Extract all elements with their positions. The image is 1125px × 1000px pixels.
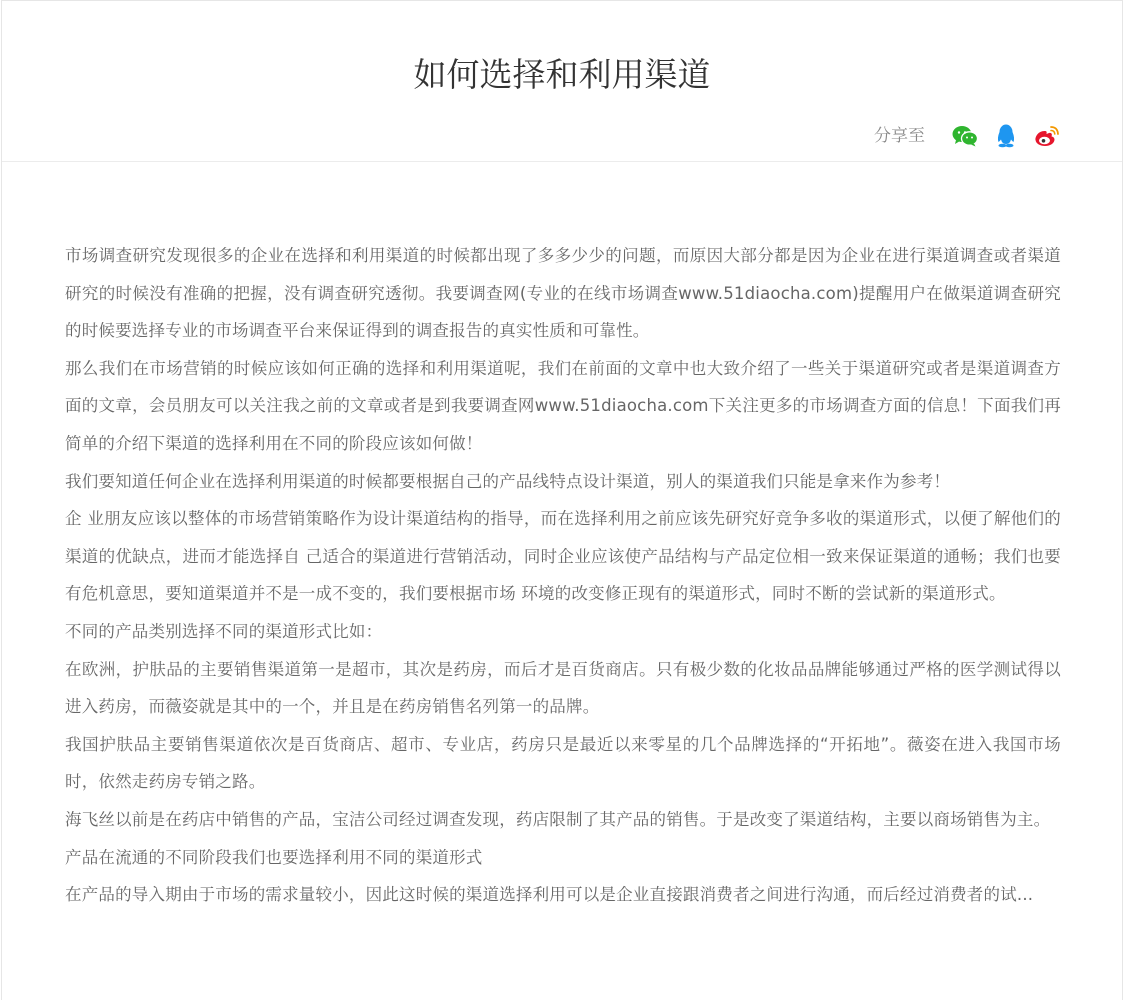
- paragraph: 海飞丝以前是在药店中销售的产品，宝洁公司经过调查发现，药店限制了其产品的销售。于是改变了渠道结构，主要以商场销售为主。: [65, 809, 1051, 829]
- share-label: 分享至: [874, 126, 925, 146]
- paragraph: 那么我们在市场营销的时候应该如何正确的选择和利用渠道呢，我们在前面的文章中也大致介绍了一些关于渠道研究或者是渠道调查方面的文章，会员朋友可以关注我之前的文章或者是到我要调查网www.51diaocha.com下关注更多的市场调查方面的信息！下面我们再简单的介绍下渠道的选择利用在不同的阶段应该如何做！: [65, 358, 1061, 453]
- paragraph: 在产品的导入期由于市场的需求量较小，因此这时候的渠道选择利用可以是企业直接跟消费者之间进行沟通，而后经过消费者的试...: [65, 885, 1034, 905]
- article-header: [2, 1, 1122, 162]
- paragraph: 我国护肤品主要销售渠道依次是百货商店、超市、专业店，药房只是最近以来零星的几个品牌选择的“开拓地”。薇姿在进入我国市场时，依然走药房专销之路。: [65, 734, 1061, 792]
- article-body: [65, 237, 1061, 914]
- weibo-icon[interactable]: [1034, 123, 1060, 149]
- paragraph: 我们要知道任何企业在选择利用渠道的时候都要根据自己的产品线特点设计渠道，别人的渠道我们只能是拿来作为参考！: [65, 471, 951, 491]
- article-title: 如何选择和利用渠道: [413, 55, 711, 94]
- share-bar: [874, 123, 1060, 149]
- paragraph: 在欧洲，护肤品的主要销售渠道第一是超市，其次是药房，而后才是百货商店。只有极少数的化妆品品牌能够通过严格的医学测试得以进入药房，而薇姿就是其中的一个，并且是在药房销售名列第一的品牌。: [65, 659, 1061, 717]
- paragraph: 企 业朋友应该以整体的市场营销策略作为设计渠道结构的指导，而在选择利用之前应该先研究好竞争多收的渠道形式，以便了解他们的渠道的优缺点，进而才能选择自 己适合的渠道进行营销活动，同时企业应该使产品结构与产品定位相一致来保证渠道的通畅；我们也要有危机意思，要知道渠道并不是一成不变的，我们要根据市场 环境的改变修正现有的渠道形式，同时不断的尝试新的渠道形式。: [65, 509, 1061, 604]
- paragraph: 不同的产品类别选择不同的渠道形式比如：: [65, 621, 383, 641]
- paragraph: 市场调查研究发现很多的企业在选择和利用渠道的时候都出现了多多少少的问题，而原因大部分都是因为企业在进行渠道调查或者渠道研究的时候没有准确的把握，没有调查研究透彻。我要调查网(专业的在线市场调查www.51diaocha.com)提醒用户在做渠道调查研究的时候要选择专业的市场调查平台来保证得到的调查报告的真实性质和可靠性。: [65, 246, 1061, 341]
- qq-icon[interactable]: [993, 123, 1019, 149]
- paragraph: 产品在流通的不同阶段我们也要选择利用不同的渠道形式: [65, 847, 483, 867]
- article-card: [1, 0, 1123, 1000]
- wechat-icon[interactable]: [952, 123, 978, 149]
